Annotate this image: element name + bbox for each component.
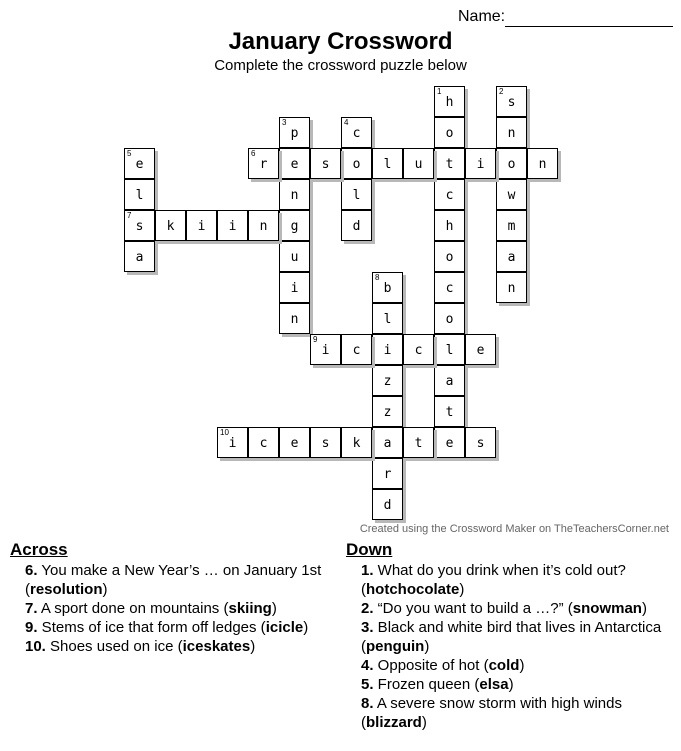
cell-letter: b bbox=[383, 281, 392, 296]
crossword-cell[interactable] bbox=[155, 210, 186, 241]
crossword-cell[interactable] bbox=[434, 86, 465, 117]
cell-letter: n bbox=[290, 312, 299, 327]
down-clues bbox=[346, 540, 666, 732]
crossword-cell[interactable] bbox=[465, 427, 496, 458]
clue-item-close: ) bbox=[421, 714, 427, 731]
crossword-cell[interactable] bbox=[372, 148, 403, 179]
clue-item-answer: hotchocolate bbox=[366, 581, 460, 598]
clue-item-number: 6. bbox=[25, 562, 38, 579]
cell-letter: i bbox=[383, 343, 392, 358]
clue-item-answer: penguin bbox=[366, 638, 425, 655]
cell-letter: e bbox=[290, 436, 299, 451]
clue-item bbox=[346, 694, 666, 732]
clue-item-number: 2. bbox=[361, 600, 374, 617]
cell-letter: a bbox=[445, 374, 454, 389]
clue-number: 1 bbox=[437, 87, 442, 96]
crossword-cell[interactable] bbox=[496, 148, 527, 179]
crossword-cell[interactable] bbox=[310, 334, 341, 365]
crossword-cell[interactable] bbox=[341, 427, 372, 458]
crossword-cell[interactable] bbox=[372, 303, 403, 334]
clue-number: 8 bbox=[375, 273, 380, 282]
crossword-cell[interactable] bbox=[124, 148, 155, 179]
cell-letter: e bbox=[135, 157, 144, 172]
cell-letter: g bbox=[290, 219, 299, 234]
crossword-cell[interactable] bbox=[341, 117, 372, 148]
cell-letter: l bbox=[445, 343, 454, 358]
cell-letter: i bbox=[290, 281, 299, 296]
cell-letter: s bbox=[476, 436, 485, 451]
crossword-cell[interactable] bbox=[496, 272, 527, 303]
clue-item-text: A severe snow storm with high winds ( bbox=[361, 695, 622, 731]
crossword-cell[interactable] bbox=[341, 210, 372, 241]
cell-letter: l bbox=[383, 312, 392, 327]
crossword-cell[interactable] bbox=[279, 241, 310, 272]
clue-number: 9 bbox=[313, 335, 318, 344]
clue-item bbox=[346, 656, 666, 675]
clue-item-close: ) bbox=[459, 581, 465, 598]
cell-letter: e bbox=[476, 343, 485, 358]
crossword-cell[interactable] bbox=[403, 148, 434, 179]
clue-number: 5 bbox=[127, 149, 132, 158]
clue-item-text: Opposite of hot ( bbox=[373, 657, 489, 674]
crossword-cell[interactable] bbox=[248, 427, 279, 458]
clue-item-text: Stems of ice that form off ledges ( bbox=[37, 619, 266, 636]
cell-letter: c bbox=[352, 343, 361, 358]
clue-item-answer: blizzard bbox=[366, 714, 422, 731]
cell-letter: l bbox=[352, 188, 361, 203]
clue-item-close: ) bbox=[641, 600, 647, 617]
clue-item-answer: icicle bbox=[265, 619, 304, 636]
cell-letter: i bbox=[228, 219, 237, 234]
cell-letter: c bbox=[259, 436, 268, 451]
cell-letter: n bbox=[507, 281, 516, 296]
clue-item bbox=[10, 561, 330, 599]
clue-item-answer: iceskates bbox=[182, 638, 251, 655]
crossword-cell[interactable] bbox=[217, 210, 248, 241]
clue-item bbox=[10, 637, 330, 656]
crossword-cell[interactable] bbox=[310, 427, 341, 458]
clue-item bbox=[10, 599, 330, 618]
cell-letter: s bbox=[507, 95, 516, 110]
crossword-cell[interactable] bbox=[496, 179, 527, 210]
cell-letter: a bbox=[135, 250, 144, 265]
cell-letter: i bbox=[476, 157, 485, 172]
crossword-cell[interactable] bbox=[341, 334, 372, 365]
crossword-cell[interactable] bbox=[434, 427, 465, 458]
cell-letter: n bbox=[290, 188, 299, 203]
crossword-cell[interactable] bbox=[434, 148, 465, 179]
cell-letter: r bbox=[259, 157, 268, 172]
clue-number: 10 bbox=[220, 428, 229, 437]
clue-item-text: Black and white bird that lives in Antarctica ( bbox=[361, 619, 662, 655]
clue-item bbox=[10, 618, 330, 637]
cell-letter: l bbox=[383, 157, 392, 172]
cell-letter: r bbox=[383, 467, 392, 482]
crossword-cell[interactable] bbox=[372, 427, 403, 458]
across-clues bbox=[10, 540, 330, 656]
down-clue-list bbox=[346, 561, 666, 732]
cell-letter: e bbox=[290, 157, 299, 172]
clue-item-text: What do you drink when it’s cold out? ( bbox=[361, 562, 626, 598]
cell-letter: l bbox=[135, 188, 144, 203]
clue-item-close: ) bbox=[102, 581, 108, 598]
clue-number: 3 bbox=[282, 118, 287, 127]
clue-item-number: 4. bbox=[361, 657, 374, 674]
cell-letter: o bbox=[507, 157, 516, 172]
crossword-cell[interactable] bbox=[217, 427, 248, 458]
clue-item-text: “Do you want to build a …?” ( bbox=[373, 600, 573, 617]
crossword-cell[interactable] bbox=[496, 86, 527, 117]
cell-letter: u bbox=[290, 250, 299, 265]
down-heading: Down bbox=[346, 540, 393, 559]
clue-item bbox=[346, 599, 666, 618]
crossword-cell[interactable] bbox=[279, 117, 310, 148]
cell-letter: p bbox=[290, 126, 299, 141]
crossword-cell[interactable] bbox=[279, 427, 310, 458]
crossword-cell[interactable] bbox=[434, 365, 465, 396]
crossword-cell[interactable] bbox=[434, 303, 465, 334]
clue-item-text: You make a New Year’s … on January 1st ( bbox=[25, 562, 322, 598]
crossword-cell[interactable] bbox=[372, 334, 403, 365]
crossword-cell[interactable] bbox=[372, 396, 403, 427]
crossword-cell[interactable] bbox=[434, 179, 465, 210]
crossword-cell[interactable] bbox=[279, 148, 310, 179]
clue-number: 4 bbox=[344, 118, 349, 127]
cell-letter: u bbox=[414, 157, 423, 172]
cell-letter: c bbox=[414, 343, 423, 358]
cell-letter: s bbox=[321, 157, 330, 172]
cell-letter: s bbox=[321, 436, 330, 451]
clue-item-close: ) bbox=[519, 657, 525, 674]
cell-letter: w bbox=[507, 188, 516, 203]
crossword-cell[interactable] bbox=[496, 210, 527, 241]
cell-letter: c bbox=[352, 126, 361, 141]
clue-item-answer: skiing bbox=[228, 600, 272, 617]
crossword-cell[interactable] bbox=[434, 117, 465, 148]
crossword-cell[interactable] bbox=[124, 210, 155, 241]
clue-item-close: ) bbox=[303, 619, 309, 636]
cell-letter: a bbox=[507, 250, 516, 265]
cell-letter: o bbox=[445, 250, 454, 265]
cell-letter: c bbox=[445, 188, 454, 203]
crossword-cell[interactable] bbox=[465, 334, 496, 365]
cell-letter: z bbox=[383, 405, 392, 420]
clue-item-answer: cold bbox=[488, 657, 520, 674]
page-subtitle: Complete the crossword puzzle below bbox=[214, 57, 467, 74]
cell-letter: d bbox=[352, 219, 361, 234]
crossword-cell[interactable] bbox=[279, 210, 310, 241]
clue-item bbox=[346, 675, 666, 694]
cell-letter: o bbox=[445, 312, 454, 327]
crossword-cell[interactable] bbox=[434, 241, 465, 272]
crossword-cell[interactable] bbox=[403, 334, 434, 365]
crossword-cell[interactable] bbox=[124, 179, 155, 210]
cell-letter: i bbox=[321, 343, 330, 358]
crossword-cell[interactable] bbox=[465, 148, 496, 179]
clue-item-number: 5. bbox=[361, 676, 374, 693]
crossword-cell[interactable] bbox=[248, 148, 279, 179]
cell-letter: h bbox=[445, 95, 454, 110]
crossword-cell[interactable] bbox=[186, 210, 217, 241]
clue-item-number: 8. bbox=[361, 695, 374, 712]
crossword-cell[interactable] bbox=[248, 210, 279, 241]
crossword-cell[interactable] bbox=[496, 117, 527, 148]
clue-item bbox=[346, 618, 666, 656]
clue-item-text: A sport done on mountains ( bbox=[37, 600, 229, 617]
cell-letter: t bbox=[414, 436, 423, 451]
clue-item-number: 1. bbox=[361, 562, 374, 579]
name-label: Name: bbox=[458, 8, 506, 25]
crossword-cell[interactable] bbox=[372, 489, 403, 520]
crossword-cell[interactable] bbox=[372, 365, 403, 396]
crossword-cell[interactable] bbox=[527, 148, 558, 179]
cell-letter: c bbox=[445, 281, 454, 296]
crossword-cell[interactable] bbox=[279, 272, 310, 303]
cell-letter: o bbox=[445, 126, 454, 141]
clue-item-close: ) bbox=[250, 638, 256, 655]
clue-item-close: ) bbox=[508, 676, 514, 693]
crossword-cell[interactable] bbox=[310, 148, 341, 179]
clue-item-number: 7. bbox=[25, 600, 38, 617]
clue-item-answer: elsa bbox=[479, 676, 509, 693]
crossword-cell[interactable] bbox=[124, 241, 155, 272]
clue-item-answer: snowman bbox=[572, 600, 642, 617]
cell-letter: i bbox=[228, 436, 237, 451]
cell-letter: i bbox=[197, 219, 206, 234]
credit-text: Created using the Crossword Maker on TheTeachersCorner.net bbox=[359, 523, 669, 535]
clue-number: 6 bbox=[251, 149, 256, 158]
cell-letter: k bbox=[166, 219, 175, 234]
cell-letter: m bbox=[507, 219, 516, 234]
clue-item-answer: resolution bbox=[30, 581, 103, 598]
page-title: January Crossword bbox=[228, 28, 453, 55]
clue-number: 2 bbox=[499, 87, 504, 96]
crossword-cell[interactable] bbox=[434, 272, 465, 303]
crossword-cell[interactable] bbox=[341, 179, 372, 210]
clue-item-text: Shoes used on ice ( bbox=[45, 638, 183, 655]
clue-item-number: 10. bbox=[25, 638, 46, 655]
clue-item-close: ) bbox=[271, 600, 277, 617]
crossword-cell[interactable] bbox=[372, 458, 403, 489]
cell-letter: n bbox=[507, 126, 516, 141]
clue-item-number: 9. bbox=[25, 619, 38, 636]
clue-item-close: ) bbox=[424, 638, 430, 655]
crossword-cell[interactable] bbox=[279, 303, 310, 334]
crossword-cell[interactable] bbox=[372, 272, 403, 303]
cell-letter: n bbox=[538, 157, 547, 172]
across-clue-list bbox=[10, 561, 330, 656]
crossword-cell[interactable] bbox=[403, 427, 434, 458]
crossword-cell[interactable] bbox=[434, 334, 465, 365]
cell-letter: k bbox=[352, 436, 361, 451]
cell-letter: z bbox=[383, 374, 392, 389]
clue-number: 7 bbox=[127, 211, 132, 220]
cell-letter: o bbox=[352, 157, 361, 172]
cell-letter: h bbox=[445, 219, 454, 234]
crossword-cell[interactable] bbox=[496, 241, 527, 272]
clue-item-number: 3. bbox=[361, 619, 374, 636]
cell-letter: e bbox=[445, 436, 454, 451]
cell-letter: a bbox=[383, 436, 392, 451]
crossword-cell[interactable] bbox=[341, 148, 372, 179]
cell-letter: t bbox=[445, 157, 454, 172]
cell-letter: n bbox=[259, 219, 268, 234]
clue-item-text: Frozen queen ( bbox=[373, 676, 480, 693]
clue-item bbox=[346, 561, 666, 599]
cell-letter: s bbox=[135, 219, 144, 234]
crossword-cell[interactable] bbox=[279, 179, 310, 210]
cell-letter: d bbox=[383, 498, 392, 513]
cell-letter: t bbox=[445, 405, 454, 420]
across-heading: Across bbox=[10, 540, 68, 559]
crossword-cell[interactable] bbox=[434, 396, 465, 427]
crossword-cell[interactable] bbox=[434, 210, 465, 241]
